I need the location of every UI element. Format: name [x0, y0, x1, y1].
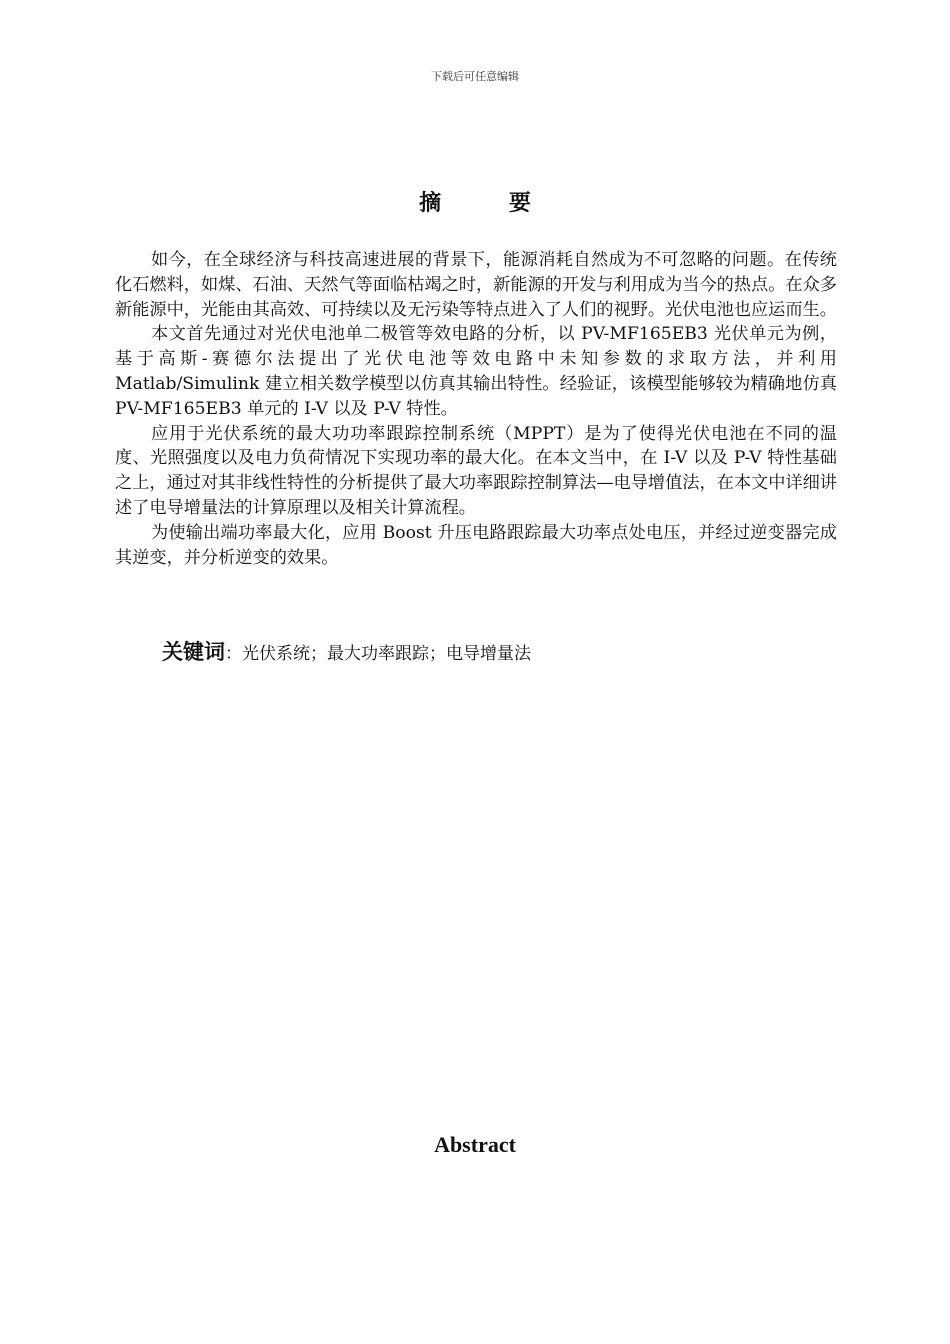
- abstract-body: [115, 248, 837, 570]
- english-abstract-title: Abstract: [434, 1132, 516, 1157]
- abstract-paragraph: 本文首先通过对光伏电池单二极管等效电路的分析，以 PV-MF165EB3 光伏单元为例，基于高斯-赛德尔法提出了光伏电池等效电路中未知参数的求取方法，并利用 Matlab/Simulink 建立相关数学模型以仿真其输出特性。经验证，该模型能够较为精确地仿真 PV-MF165EB3 单元的 I-V 以及 P-V 特性。: [115, 324, 837, 419]
- keywords-line: [162, 636, 842, 666]
- abstract-paragraph: 应用于光伏系统的最大功功率跟踪控制系统（MPPT）是为了使得光伏电池在不同的温度、光照强度以及电力负荷情况下实现功率的最大化。在本文当中，在 I-V 以及 P-V 特性基础之上，通过对其非线性特性的分析提供了最大功率跟踪控制算法—电导增值法，在本文中详细讲述了电导增量法的计算原理以及相关计算流程。: [115, 423, 837, 518]
- header-note: 下载后可任意编辑: [431, 70, 519, 83]
- keywords-separator: ：: [225, 644, 242, 664]
- abstract-paragraph: 如今，在全球经济与科技高速进展的背景下，能源消耗自然成为不可忽略的问题。在传统化石燃料，如煤、石油、天然气等面临枯竭之时，新能源的开发与利用成为当今的热点。在众多新能源中，光能由其高效、可持续以及无污染等特点进入了人们的视野。光伏电池也应运而生。: [115, 250, 837, 320]
- keywords-label: 关键词: [162, 640, 225, 664]
- keywords-text: 光伏系统；最大功率跟踪；电导增量法: [242, 644, 531, 664]
- abstract-title: 摘 要: [419, 190, 561, 216]
- abstract-paragraph: 为使输出端功率最大化，应用 Boost 升压电路跟踪最大功率点处电压，并经过逆变器完成其逆变，并分析逆变的效果。: [115, 522, 837, 568]
